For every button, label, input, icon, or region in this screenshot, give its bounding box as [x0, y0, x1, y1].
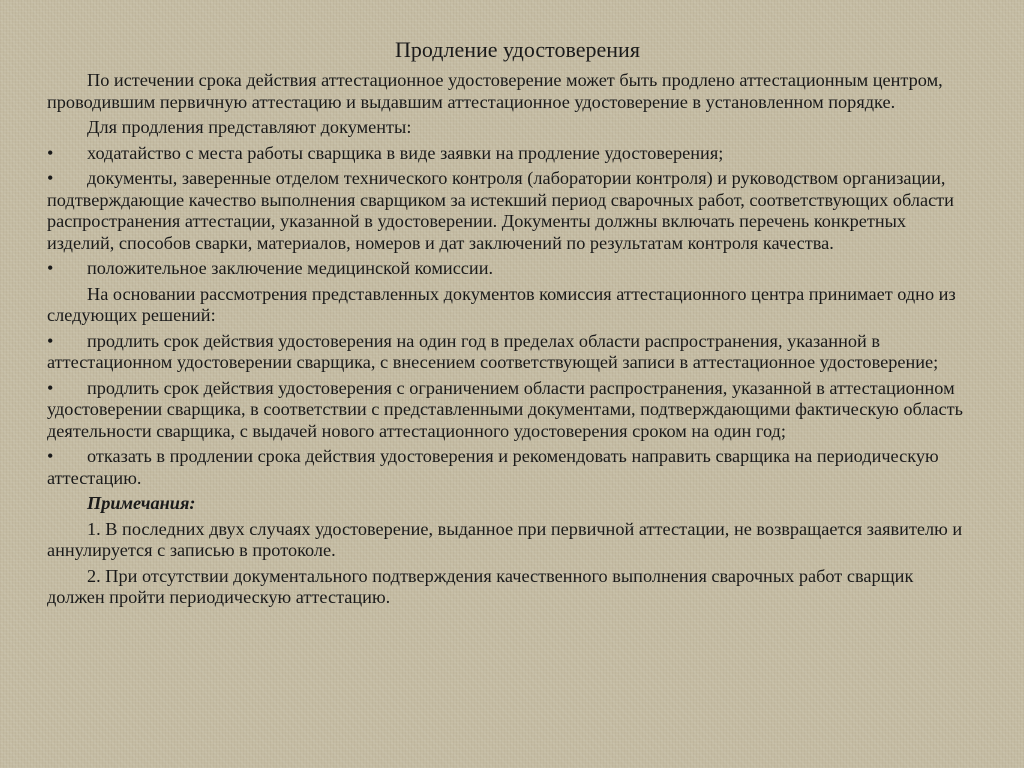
- documents-list-item: [47, 143, 968, 165]
- note-paragraph: 2. При отсутствии документального подтверждения качественного выполнения сварочных работ сварщик должен пройти периодическую аттестацию.: [47, 565, 914, 607]
- decision-lead-paragraph: На основании рассмотрения представленных документов комиссия аттестационного центра принимает одно из следующих решений:: [47, 283, 956, 325]
- documents-lead-paragraph: Для продления представляют документы:: [87, 117, 412, 137]
- decision-list-item: [47, 446, 968, 489]
- decision-list-item: [47, 378, 968, 443]
- decision-list-item-text: продлить срок действия удостоверения с ограничением области распространения, указанной в аттестационном удостоверении сварщика, в соответствии с представленными документами, подтверждающими фактическую область деятельности сварщика, с выдачей нового аттестационного удостоверения сроком на один год;: [47, 377, 963, 441]
- note-paragraph: 1. В последних двух случаях удостоверение, выданное при первичной аттестации, не возвращается заявителю и аннулируется с записью в протоколе.: [47, 518, 963, 560]
- documents-list-item-text: документы, заверенные отделом технического контроля (лаборатории контроля) и руководством организации, подтверждающие качество выполнения сварщиком за истекший период сварочных работ, соответствующих области распространения аттестации, указанной в удостоверении. Документы должны включать перечень конкретных изделий, способов сварки, материалов, номеров и дат заключений по результатам контроля качества.: [47, 168, 954, 253]
- bullet-marker: •: [47, 446, 54, 466]
- bullet-marker: •: [47, 377, 54, 398]
- decision-list-item: [47, 331, 968, 374]
- bullet-marker: •: [47, 142, 54, 163]
- slide-title: Продление удостоверения: [395, 37, 640, 62]
- documents-list-item-text: положительное заключение медицинской комиссии.: [87, 258, 494, 278]
- documents-list-item: [47, 168, 968, 254]
- decision-list-item-text: отказать в продлении срока действия удостоверения и рекомендовать направить сварщика на периодическую аттестацию.: [47, 446, 939, 488]
- bullet-marker: •: [47, 168, 54, 188]
- documents-list-item-text: ходатайство с места работы сварщика в виде заявки на продление удостоверения;: [87, 142, 724, 163]
- bullet-marker: •: [47, 330, 54, 351]
- decision-list-item-text: продлить срок действия удостоверения на один год в пределах области распространения, указанной в аттестационном удостоверении сварщика, с внесением соответствующей записи в аттестационное удостоверение;: [47, 330, 939, 372]
- intro-paragraph: По истечении срока действия аттестационное удостоверение может быть продлено аттестационным центром, проводившим первичную аттестацию и выдавшим аттестационное удостоверение в установленном порядке.: [47, 70, 943, 112]
- notes-heading: Примечания:: [87, 493, 196, 513]
- documents-list-item: [47, 258, 968, 280]
- bullet-marker: •: [47, 258, 54, 278]
